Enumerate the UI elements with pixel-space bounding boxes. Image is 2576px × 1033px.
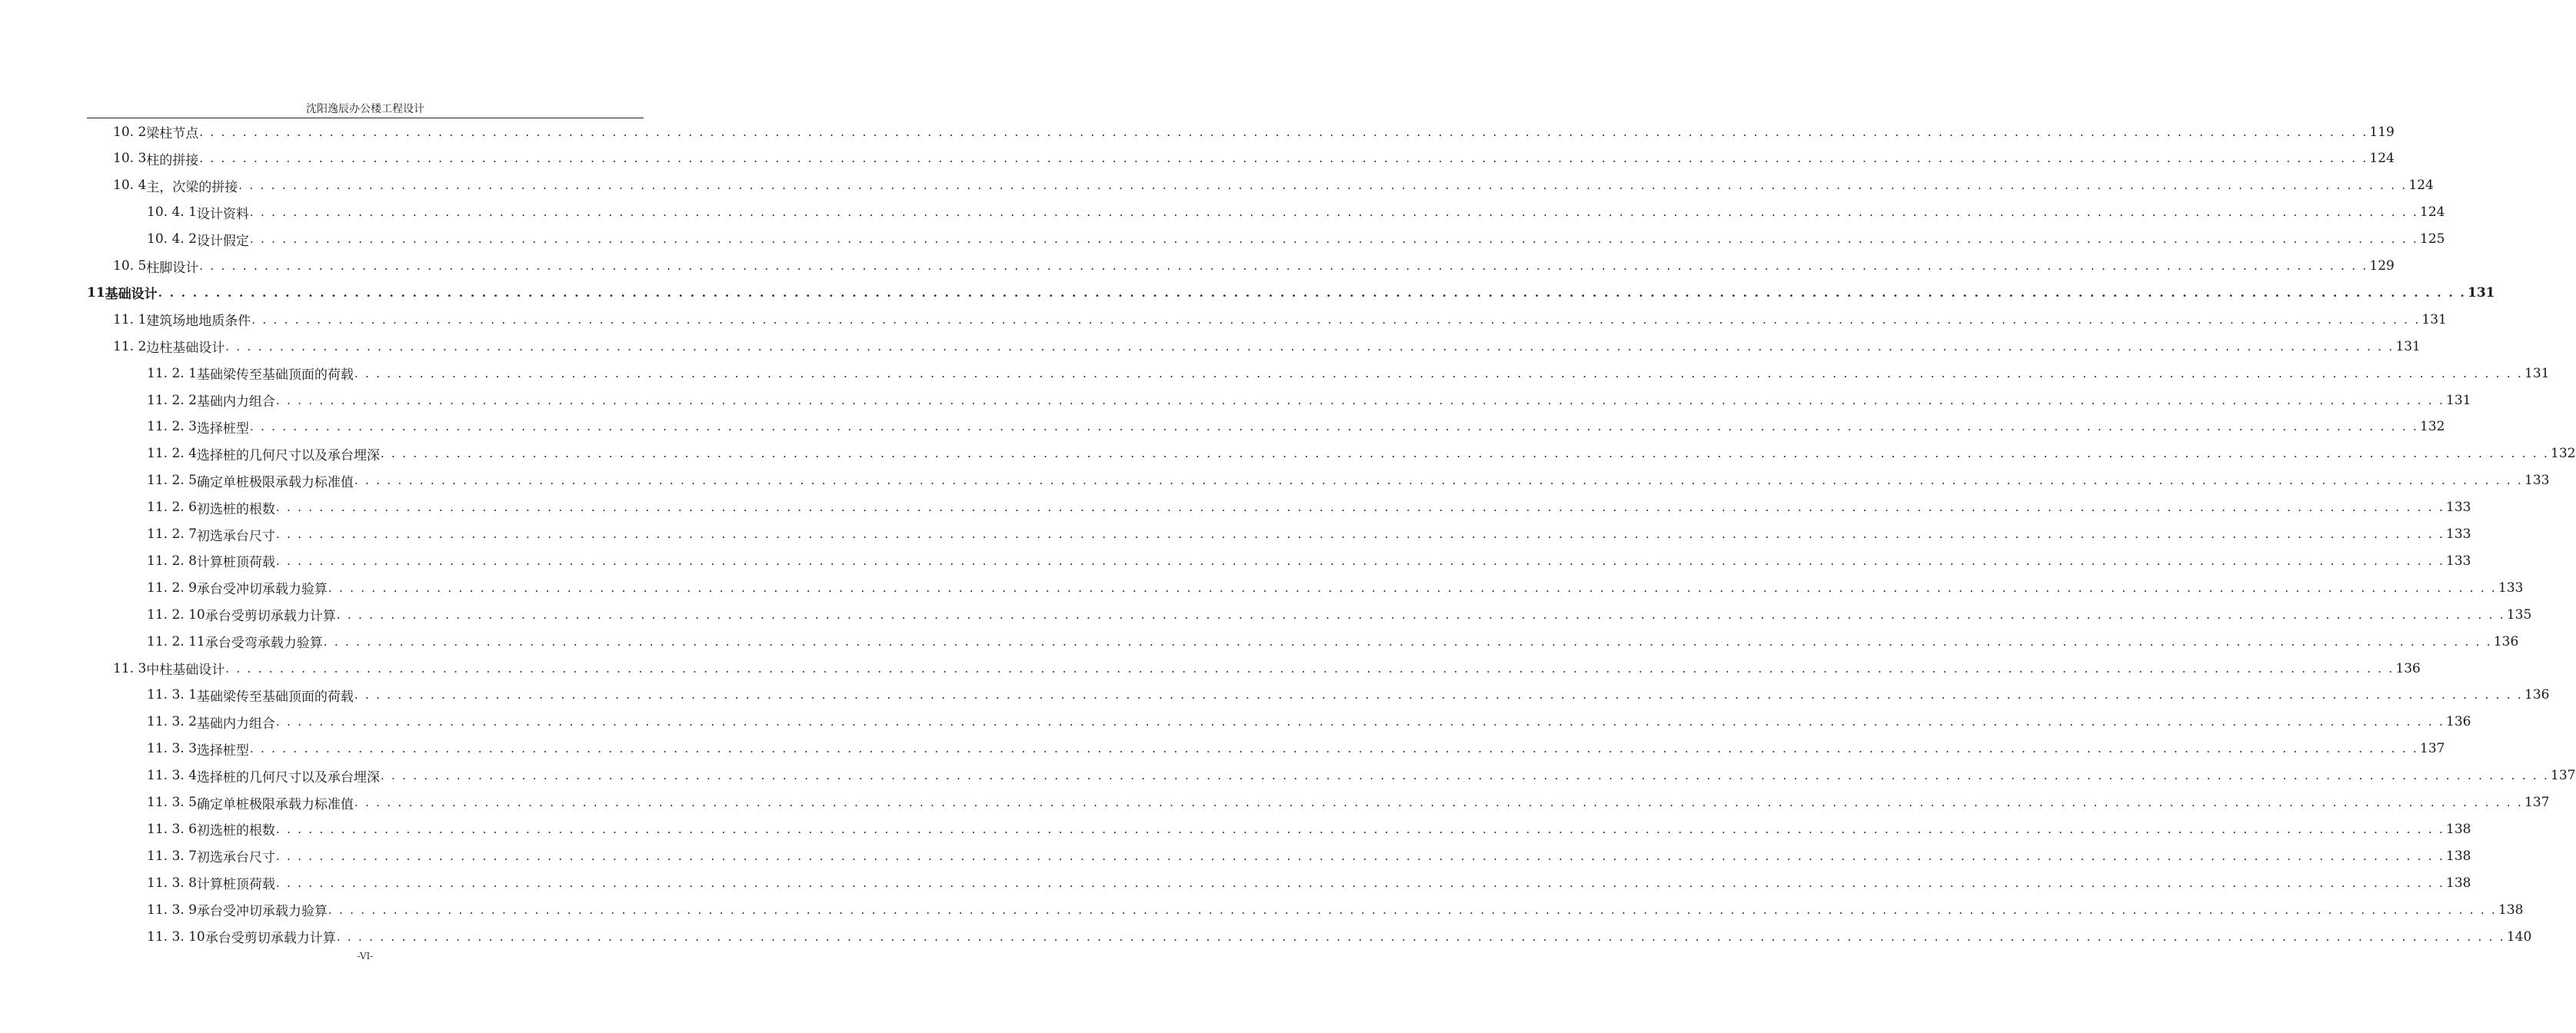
toc-dot-leader: . . . . . . . . . . . . . . . . . . . . . . . . . . . . . . . . . . . . . . . . . . . . . . . . . . . . . . . . . . . . . . . . . . . . . . . . . . . . . . . . . . . . . . . . . . . . . . . . . . . . . . . . . . . . . . . . . . . . . . . . . . . . . . . . . . . . . . . . . . . . . . . . . . . . . . . . . . . . . . . . . . . . . . . . . . . . . . . . . . . . . . . . . . . . . . . . . . . . . . . . (238, 178, 2408, 193)
toc-entry[interactable] (113, 145, 2395, 172)
toc-entry[interactable] (147, 923, 2532, 950)
toc-entry-number: 11. 3. 7 (147, 848, 197, 864)
toc-entry-number: 11. 2. 1 (147, 365, 197, 381)
toc-dot-leader: . . . . . . . . . . . . . . . . . . . . . . . . . . . . . . . . . . . . . . . . . . . . . . . . . . . . . . . . . . . . . . . . . . . . . . . . . . . . . . . . . . . . . . . . . . . . . . . . . . . . . . . . . . . . . . . . . . . . . . . . . . . . . . . . . . . . . . . . . . . . . . . . . . . . . . . . . . . . . . . . . . . . . . . . . . . . . . . . . . . . . . . . . . . . . . . . . . . . . . . . (354, 473, 2524, 488)
toc-entry-title: 承台受剪切承载力计算 (205, 609, 336, 625)
page-number: -VI- (357, 951, 374, 962)
toc-entry[interactable] (147, 494, 2471, 521)
toc-entry-page: 137 (2524, 795, 2550, 810)
toc-entry-page: 133 (2446, 526, 2471, 542)
toc-entry-page: 135 (2506, 606, 2532, 623)
toc-entry-number: 11. 3. 1 (147, 687, 197, 703)
toc-entry[interactable] (147, 226, 2445, 253)
toc-dot-leader: . . . . . . . . . . . . . . . . . . . . . . . . . . . . . . . . . . . . . . . . . . . . . . . . . . . . . . . . . . . . . . . . . . . . . . . . . . . . . . . . . . . . . . . . . . . . . . . . . . . . . . . . . . . . . . . . . . . . . . . . . . . . . . . . . . . . . . . . . . . . . . . . . . . . . . . . . . . . . . . . . . . . . . . . . . . . . . . . . . . . . . . . . . . . . . . . . . . . . . . . (354, 796, 2524, 809)
toc-entry-page: 138 (2446, 875, 2471, 891)
toc-entry-title: 初选承台尺寸 (196, 850, 275, 866)
toc-dot-leader: . . . . . . . . . . . . . . . . . . . . . . . . . . . . . . . . . . . . . . . . . . . . . . . . . . . . . . . . . . . . . . . . . . . . . . . . . . . . . . . . . . . . . . . . . . . . . . . . . . . . . . . . . . . . . . . . . . . . . . . . . . . . . . . . . . . . . . . . . . . . . . . . . . . . . . . . . . . . . . . . . . . . . . . . . . . . . . . . . . . . . . . . . . . . . . . . . . . . . . . . (380, 447, 2550, 461)
toc-entry-title: 初选桩的根数 (196, 823, 275, 839)
toc-dot-leader: . . . . . . . . . . . . . . . . . . . . . . . . . . . . . . . . . . . . . . . . . . . . . . . . . . . . . . . . . . . . . . . . . . . . . . . . . . . . . . . . . . . . . . . . . . . . . . . . . . . . . . . . . . . . . . . . . . . . . . . . . . . . . . . . . . . . . . . . . . . . . . . . . . . . . . . . . . . . . . . . . . . . . . . . . . . . . . . . . . . . . . . . . . . . . . . . . . . . . . . . (354, 688, 2524, 703)
toc-entry[interactable] (147, 762, 2576, 789)
toc-entry-number: 11. 2. 10 (147, 606, 205, 623)
toc-entry-number: 11. 2. 11 (147, 633, 205, 649)
toc-entry-title: 柱脚设计 (146, 260, 199, 276)
toc-entry-number: 11. 2. 4 (147, 446, 197, 462)
toc-dot-leader: . . . . . . . . . . . . . . . . . . . . . . . . . . . . . . . . . . . . . . . . . . . . . . . . . . . . . . . . . . . . . . . . . . . . . . . . . . . . . . . . . . . . . . . . . . . . . . . . . . . . . . . . . . . . . . . . . . . . . . . . . . . . . . . . . . . . . . . . . . . . . . . . . . . . . . . . . . . . . . . . . . . . . . . . . . . . . . . . . . . . . . . . . . . . . . . . . . . . . . . . (354, 366, 2524, 380)
toc-entry[interactable] (113, 172, 2434, 199)
toc-entry-number: 11. 2. 2 (147, 392, 197, 408)
toc-entry-page: 131 (2395, 338, 2421, 354)
toc-entry-page: 137 (2420, 741, 2445, 757)
toc-dot-leader: . . . . . . . . . . . . . . . . . . . . . . . . . . . . . . . . . . . . . . . . . . . . . . . . . . . . . . . . . . . . . . . . . . . . . . . . . . . . . . . . . . . . . . . . . . . . . . . . . . . . . . . . . . . . . . . . . . . . . . . . . . . . . . . . . . . . . . . . . . . . . . . . . . . . . . . . . . . . . . . . . . . . . . . . . . . . . . . . . . . . . . . . . . . . . . . . . . . . . . . . (328, 902, 2498, 917)
toc-dot-leader: . . . . . . . . . . . . . . . . . . . . . . . . . . . . . . . . . . . . . . . . . . . . . . . . . . . . . . . . . . . . . . . . . . . . . . . . . . . . . . . . . . . . . . . . . . . . . . . . . . . . . . . . . . . . . . . . . . . . . . . . . . . . . . . . . . . . . . . . . . . . . . . . . . . . . . . . . . . . . . . . . . . . . . . . . . . . . . . . . . . . . . . . . . . . . . . . . . . . . . . . (328, 580, 2498, 595)
toc-entry-title: 选择桩型 (196, 742, 249, 759)
toc-entry-page: 138 (2446, 821, 2471, 837)
toc-dot-leader: . . . . . . . . . . . . . . . . . . . . . . . . . . . . . . . . . . . . . . . . . . . . . . . . . . . . . . . . . . . . . . . . . . . . . . . . . . . . . . . . . . . . . . . . . . . . . . . . . . . . . . . . . . . . . . . . . . . . . . . . . . . . . . . . . . . . . . . . . . . . . . . . . . . . . . . . . . . . . . . . . . . . . . . . . . . . . . . . . . . . . . . . . . . . . . . . . . . . . . . . (199, 151, 2368, 166)
toc-entry[interactable] (113, 333, 2421, 360)
toc-dot-leader: . . . . . . . . . . . . . . . . . . . . . . . . . . . . . . . . . . . . . . . . . . . . . . . . . . . . . . . . . . . . . . . . . . . . . . . . . . . . . . . . . . . . . . . . . . . . . . . . . . . . . . . . . . . . . . . . . . . . . . . . . . . . . . . . . . . . . . . . . . . . . . . . . . . . . . . . . . . . . . . . . . . . . . . . . . . . . . . . . . . . . . . . . . . . . . . . . . . . . . . . (275, 393, 2445, 407)
toc-entry[interactable] (147, 467, 2550, 494)
toc-entry-page: 133 (2524, 473, 2550, 489)
toc-dot-leader: . . . . . . . . . . . . . . . . . . . . . . . . . . . . . . . . . . . . . . . . . . . . . . . . . . . . . . . . . . . . . . . . . . . . . . . . . . . . . . . . . . . . . . . . . . . . . . . . . . . . . . . . . . . . . . . . . . . . . . . . . . . . . . . . . . . . . . . . . . . . . . . . . . . . . . . . . . . . . . . . . . . . . . . . . . . . . . . . . . . . . . . . . . . . . . . . . . . . . . . . (225, 339, 2395, 354)
toc-entry-title: 承台受弯承载力验算 (205, 636, 323, 652)
toc-entry-number: 10. 5 (113, 258, 147, 274)
toc-entry-title: 确定单桩极限承载力标准值 (196, 796, 354, 812)
toc-dot-leader: . . . . . . . . . . . . . . . . . . . . . . . . . . . . . . . . . . . . . . . . . . . . . . . . . . . . . . . . . . . . . . . . . . . . . . . . . . . . . . . . . . . . . . . . . . . . . . . . . . . . . . . . . . . . . . . . . . . . . . . . . . . . . . . . . . . . . . . . . . . . . . . . . . . . . . . . . . . . . . . . . . . . . . . . . . . . . . . . . . . . . . . . . . . . . . . . . . . . . . . . (336, 929, 2505, 944)
toc-entry-number: 11. 2. 8 (147, 553, 197, 569)
toc-entry-title: 初选桩的根数 (196, 501, 275, 517)
toc-entry-number: 10. 4. 1 (147, 204, 197, 221)
toc-entry[interactable] (147, 387, 2471, 414)
toc-dot-leader: . . . . . . . . . . . . . . . . . . . . . . . . . . . . . . . . . . . . . . . . . . . . . . . . . . . . . . . . . . . . . . . . . . . . . . . . . . . . . . . . . . . . . . . . . . . . . . . . . . . . . . . . . . . . . . . . . . . . . . . . . . . . . . . . . . . . . . . . . . . . . . . . . . . . . . . . . . . . . . . . . . . . . . . . . . . . . . . . . . . . . . . . . . . . . . . . . . . . . . . . (275, 500, 2445, 515)
toc-entry-title: 基础梁传至基础顶面的荷载 (196, 689, 354, 705)
toc-dot-leader: . . . . . . . . . . . . . . . . . . . . . . . . . . . . . . . . . . . . . . . . . . . . . . . . . . . . . . . . . . . . . . . . . . . . . . . . . . . . . . . . . . . . . . . . . . . . . . . . . . . . . . . . . . . . . . . . . . . . . . . . . . . . . . . . . . . . . . . . . . . . . . . . . . . . . . . . . . . . . . . . . . . . . . . . . . . . . . . . . . . . . . . . . . . . . . . . . . . . . . . . (275, 527, 2445, 541)
toc-entry-page: 124 (2369, 151, 2395, 167)
toc-entry[interactable] (147, 896, 2524, 923)
toc-entry-title: 计算桩顶荷载 (196, 555, 275, 571)
toc-entry-title: 基础内力组合 (196, 716, 275, 732)
toc-entry-number: 11. 3. 2 (147, 714, 197, 730)
toc-entry[interactable] (147, 709, 2471, 736)
running-header: 沈阳逸辰办公楼工程设计 (306, 103, 424, 115)
toc-entry-number: 10. 3 (113, 151, 147, 167)
toc-dot-leader: . . . . . . . . . . . . . . . . . . . . . . . . . . . . . . . . . . . . . . . . . . . . . . . . . . . . . . . . . . . . . . . . . . . . . . . . . . . . . . . . . . . . . . . . . . . . . . . . . . . . . . . . . . . . . . . . . . . . . . . . . . . . . . . . . . . . . . . . . . . . . . . . . . . . . . . . . . . . . . . . . . . . . . . . . . . . . . . . . . . . . . . . . . . . . . . . . . . . . . . . (199, 259, 2368, 273)
toc-entry-page: 133 (2498, 580, 2524, 596)
toc-dot-leader: . . . . . . . . . . . . . . . . . . . . . . . . . . . . . . . . . . . . . . . . . . . . . . . . . . . . . . . . . . . . . . . . . . . . . . . . . . . . . . . . . . . . . . . . . . . . . . . . . . . . . . . . . . . . . . . . . . . . . . . . . . . . . . . . . . . . . . . . . . . . . . . . . . . . . . . . . . . . . . . . . . . . . . . . . . . . . . . . . . . . . . . . . . . . . . . . . . . . . . . . (158, 285, 2467, 300)
toc-entry[interactable] (147, 547, 2471, 574)
toc-dot-leader: . . . . . . . . . . . . . . . . . . . . . . . . . . . . . . . . . . . . . . . . . . . . . . . . . . . . . . . . . . . . . . . . . . . . . . . . . . . . . . . . . . . . . . . . . . . . . . . . . . . . . . . . . . . . . . . . . . . . . . . . . . . . . . . . . . . . . . . . . . . . . . . . . . . . . . . . . . . . . . . . . . . . . . . . . . . . . . . . . . . . . . . . . . . . . . . . . . . . . . . . (275, 875, 2445, 890)
toc-entry-page: 124 (2420, 204, 2445, 221)
toc-entry[interactable] (147, 736, 2445, 762)
toc-entry-number: 11. 2 (113, 338, 147, 354)
toc-entry-number: 11. 2. 7 (147, 526, 197, 542)
toc-entry-page: 119 (2369, 124, 2395, 140)
toc-entry[interactable] (147, 360, 2550, 387)
toc-entry-title: 承台受冲切承载力验算 (196, 904, 328, 920)
toc-dot-leader: . . . . . . . . . . . . . . . . . . . . . . . . . . . . . . . . . . . . . . . . . . . . . . . . . . . . . . . . . . . . . . . . . . . . . . . . . . . . . . . . . . . . . . . . . . . . . . . . . . . . . . . . . . . . . . . . . . . . . . . . . . . . . . . . . . . . . . . . . . . . . . . . . . . . . . . . . . . . . . . . . . . . . . . . . . . . . . . . . . . . . . . . . . . . . . . . . . . . . . . . (249, 742, 2419, 756)
toc-entry-title: 梁柱节点 (146, 126, 199, 141)
toc-entry-title: 初选承台尺寸 (196, 528, 275, 544)
toc-entry[interactable] (147, 414, 2445, 440)
toc-entry-number: 11. 3 (113, 660, 147, 676)
toc-entry[interactable] (147, 521, 2471, 548)
toc-dot-leader: . . . . . . . . . . . . . . . . . . . . . . . . . . . . . . . . . . . . . . . . . . . . . . . . . . . . . . . . . . . . . . . . . . . . . . . . . . . . . . . . . . . . . . . . . . . . . . . . . . . . . . . . . . . . . . . . . . . . . . . . . . . . . . . . . . . . . . . . . . . . . . . . . . . . . . . . . . . . . . . . . . . . . . . . . . . . . . . . . . . . . . . . . . . . . . . . . . . . . . . . (275, 849, 2445, 863)
toc-entry-number: 11. 3. 8 (147, 875, 197, 891)
toc-entry-page: 132 (2551, 446, 2576, 462)
toc-entry-title: 确定单桩极限承载力标准值 (196, 474, 354, 490)
toc-entry-title: 边柱基础设计 (146, 340, 225, 357)
toc-entry-title: 设计资料 (196, 206, 249, 222)
toc-entry-number: 11. 3. 5 (147, 795, 197, 810)
toc-entry-page: 131 (2421, 311, 2447, 327)
toc-dot-leader: . . . . . . . . . . . . . . . . . . . . . . . . . . . . . . . . . . . . . . . . . . . . . . . . . . . . . . . . . . . . . . . . . . . . . . . . . . . . . . . . . . . . . . . . . . . . . . . . . . . . . . . . . . . . . . . . . . . . . . . . . . . . . . . . . . . . . . . . . . . . . . . . . . . . . . . . . . . . . . . . . . . . . . . . . . . . . . . . . . . . . . . . . . . . . . . . . . . . . . . . (249, 205, 2419, 220)
toc-entry-page: 137 (2551, 768, 2576, 784)
toc-entry-page: 131 (2446, 392, 2471, 408)
toc-entry-page: 138 (2446, 848, 2471, 864)
toc-entry[interactable] (87, 279, 2495, 306)
toc-entry[interactable] (147, 601, 2532, 628)
toc-entry-title: 基础内力组合 (196, 394, 275, 410)
toc-entry-page: 125 (2420, 231, 2445, 247)
toc-entry[interactable] (147, 869, 2471, 896)
toc-dot-leader: . . . . . . . . . . . . . . . . . . . . . . . . . . . . . . . . . . . . . . . . . . . . . . . . . . . . . . . . . . . . . . . . . . . . . . . . . . . . . . . . . . . . . . . . . . . . . . . . . . . . . . . . . . . . . . . . . . . . . . . . . . . . . . . . . . . . . . . . . . . . . . . . . . . . . . . . . . . . . . . . . . . . . . . . . . . . . . . . . . . . . . . . . . . . . . . . . . . . . . . . (199, 125, 2368, 139)
toc-entry-title: 基础梁传至基础顶面的荷载 (196, 367, 354, 384)
toc-entry-number: 11. 2. 6 (147, 500, 197, 516)
toc-entry-number: 10. 2 (113, 124, 147, 140)
toc-dot-leader: . . . . . . . . . . . . . . . . . . . . . . . . . . . . . . . . . . . . . . . . . . . . . . . . . . . . . . . . . . . . . . . . . . . . . . . . . . . . . . . . . . . . . . . . . . . . . . . . . . . . . . . . . . . . . . . . . . . . . . . . . . . . . . . . . . . . . . . . . . . . . . . . . . . . . . . . . . . . . . . . . . . . . . . . . . . . . . . . . . . . . . . . . . . . . . . . . . . . . . . . (225, 661, 2395, 676)
toc-entry[interactable] (113, 306, 2447, 333)
toc-entry-page: 136 (2493, 633, 2519, 649)
toc-dot-leader: . . . . . . . . . . . . . . . . . . . . . . . . . . . . . . . . . . . . . . . . . . . . . . . . . . . . . . . . . . . . . . . . . . . . . . . . . . . . . . . . . . . . . . . . . . . . . . . . . . . . . . . . . . . . . . . . . . . . . . . . . . . . . . . . . . . . . . . . . . . . . . . . . . . . . . . . . . . . . . . . . . . . . . . . . . . . . . . . . . . . . . . . . . . . . . . . . . . . . . . . (323, 634, 2492, 649)
toc-entry-number: 11. 3. 3 (147, 741, 197, 757)
toc-dot-leader: . . . . . . . . . . . . . . . . . . . . . . . . . . . . . . . . . . . . . . . . . . . . . . . . . . . . . . . . . . . . . . . . . . . . . . . . . . . . . . . . . . . . . . . . . . . . . . . . . . . . . . . . . . . . . . . . . . . . . . . . . . . . . . . . . . . . . . . . . . . . . . . . . . . . . . . . . . . . . . . . . . . . . . . . . . . . . . . . . . . . . . . . . . . . . . . . . . . . . . . . (251, 312, 2421, 327)
toc-entry[interactable] (113, 253, 2395, 280)
toc-entry-page: 138 (2498, 902, 2524, 918)
toc-dot-leader: . . . . . . . . . . . . . . . . . . . . . . . . . . . . . . . . . . . . . . . . . . . . . . . . . . . . . . . . . . . . . . . . . . . . . . . . . . . . . . . . . . . . . . . . . . . . . . . . . . . . . . . . . . . . . . . . . . . . . . . . . . . . . . . . . . . . . . . . . . . . . . . . . . . . . . . . . . . . . . . . . . . . . . . . . . . . . . . . . . . . . . . . . . . . . . . . . . . . . . . . (275, 553, 2445, 568)
toc-dot-leader: . . . . . . . . . . . . . . . . . . . . . . . . . . . . . . . . . . . . . . . . . . . . . . . . . . . . . . . . . . . . . . . . . . . . . . . . . . . . . . . . . . . . . . . . . . . . . . . . . . . . . . . . . . . . . . . . . . . . . . . . . . . . . . . . . . . . . . . . . . . . . . . . . . . . . . . . . . . . . . . . . . . . . . . . . . . . . . . . . . . . . . . . . . . . . . . . . . . . . . . . (275, 822, 2445, 836)
toc-entry-number: 11. 3. 10 (147, 928, 205, 945)
toc-dot-leader: . . . . . . . . . . . . . . . . . . . . . . . . . . . . . . . . . . . . . . . . . . . . . . . . . . . . . . . . . . . . . . . . . . . . . . . . . . . . . . . . . . . . . . . . . . . . . . . . . . . . . . . . . . . . . . . . . . . . . . . . . . . . . . . . . . . . . . . . . . . . . . . . . . . . . . . . . . . . . . . . . . . . . . . . . . . . . . . . . . . . . . . . . . . . . . . . . . . . . . . . (275, 715, 2445, 729)
toc-entry-title: 柱的拼接 (146, 152, 199, 168)
toc-entry-page: 133 (2446, 553, 2471, 569)
toc-entry-number: 10. 4. 2 (147, 231, 197, 247)
toc-entry-page: 132 (2420, 419, 2445, 435)
toc-entry-title: 中柱基础设计 (146, 663, 225, 678)
toc-entry-title: 主，次梁的拼接 (146, 179, 238, 195)
toc-entry-title: 设计假定 (196, 233, 249, 249)
toc-entry-number: 11. 3. 4 (147, 768, 197, 784)
toc-entry-title: 选择桩型 (196, 420, 249, 437)
toc-dot-leader: . . . . . . . . . . . . . . . . . . . . . . . . . . . . . . . . . . . . . . . . . . . . . . . . . . . . . . . . . . . . . . . . . . . . . . . . . . . . . . . . . . . . . . . . . . . . . . . . . . . . . . . . . . . . . . . . . . . . . . . . . . . . . . . . . . . . . . . . . . . . . . . . . . . . . . . . . . . . . . . . . . . . . . . . . . . . . . . . . . . . . . . . . . . . . . . . . . . . . . . . (336, 607, 2505, 622)
toc-entry-page: 133 (2446, 500, 2471, 516)
toc-entry[interactable] (147, 789, 2550, 816)
toc-entry-number: 11. 1 (113, 311, 147, 327)
toc-entry-page: 131 (2524, 365, 2550, 381)
toc-entry[interactable] (113, 655, 2421, 682)
toc-entry-title: 承台受剪切承载力计算 (205, 931, 336, 946)
toc-entry-title: 选择桩的几何尺寸以及承台埋深 (196, 769, 380, 786)
toc-entry-page: 124 (2408, 178, 2434, 194)
toc-entry-number: 10. 4 (113, 178, 147, 194)
toc-entry[interactable] (147, 682, 2550, 709)
toc-entry[interactable] (147, 199, 2445, 226)
toc-entry-page: 131 (2468, 284, 2495, 301)
toc-entry-title: 建筑场地地质条件 (146, 314, 251, 330)
toc-entry-number: 11. 2. 3 (147, 419, 197, 435)
toc-entry[interactable] (147, 842, 2471, 869)
toc-entry-number: 11. 3. 9 (147, 902, 197, 918)
toc-entry[interactable] (147, 815, 2471, 842)
toc-entry[interactable] (147, 574, 2524, 601)
toc-dot-leader: . . . . . . . . . . . . . . . . . . . . . . . . . . . . . . . . . . . . . . . . . . . . . . . . . . . . . . . . . . . . . . . . . . . . . . . . . . . . . . . . . . . . . . . . . . . . . . . . . . . . . . . . . . . . . . . . . . . . . . . . . . . . . . . . . . . . . . . . . . . . . . . . . . . . . . . . . . . . . . . . . . . . . . . . . . . . . . . . . . . . . . . . . . . . . . . . . . . . . . . . (249, 420, 2419, 434)
toc-dot-leader: . . . . . . . . . . . . . . . . . . . . . . . . . . . . . . . . . . . . . . . . . . . . . . . . . . . . . . . . . . . . . . . . . . . . . . . . . . . . . . . . . . . . . . . . . . . . . . . . . . . . . . . . . . . . . . . . . . . . . . . . . . . . . . . . . . . . . . . . . . . . . . . . . . . . . . . . . . . . . . . . . . . . . . . . . . . . . . . . . . . . . . . . . . . . . . . . . . . . . . . . (249, 232, 2419, 247)
toc-entry-page: 136 (2524, 687, 2550, 703)
toc-entry-title: 基础设计 (105, 287, 158, 303)
toc-entry-number: 11. 2. 9 (147, 580, 197, 596)
toc-entry-page: 136 (2446, 714, 2471, 730)
toc-dot-leader: . . . . . . . . . . . . . . . . . . . . . . . . . . . . . . . . . . . . . . . . . . . . . . . . . . . . . . . . . . . . . . . . . . . . . . . . . . . . . . . . . . . . . . . . . . . . . . . . . . . . . . . . . . . . . . . . . . . . . . . . . . . . . . . . . . . . . . . . . . . . . . . . . . . . . . . . . . . . . . . . . . . . . . . . . . . . . . . . . . . . . . . . . . . . . . . . . . . . . . . . (380, 769, 2550, 783)
toc-entry[interactable] (147, 628, 2519, 655)
toc-entry-page: 140 (2506, 928, 2532, 945)
toc-entry-number: 11. 3. 6 (147, 821, 197, 837)
toc-entry-title: 选择桩的几何尺寸以及承台埋深 (196, 447, 380, 463)
toc-entry[interactable] (113, 118, 2395, 145)
toc-entry-number: 11 (87, 284, 105, 301)
toc-entry-number: 11. 2. 5 (147, 473, 197, 489)
toc-entry-title: 承台受冲切承载力验算 (196, 582, 328, 598)
toc-entry[interactable] (147, 440, 2576, 467)
toc-entry-page: 129 (2369, 258, 2395, 274)
toc-entry-title: 计算桩顶荷载 (196, 877, 275, 893)
toc-entry-page: 136 (2395, 660, 2421, 676)
